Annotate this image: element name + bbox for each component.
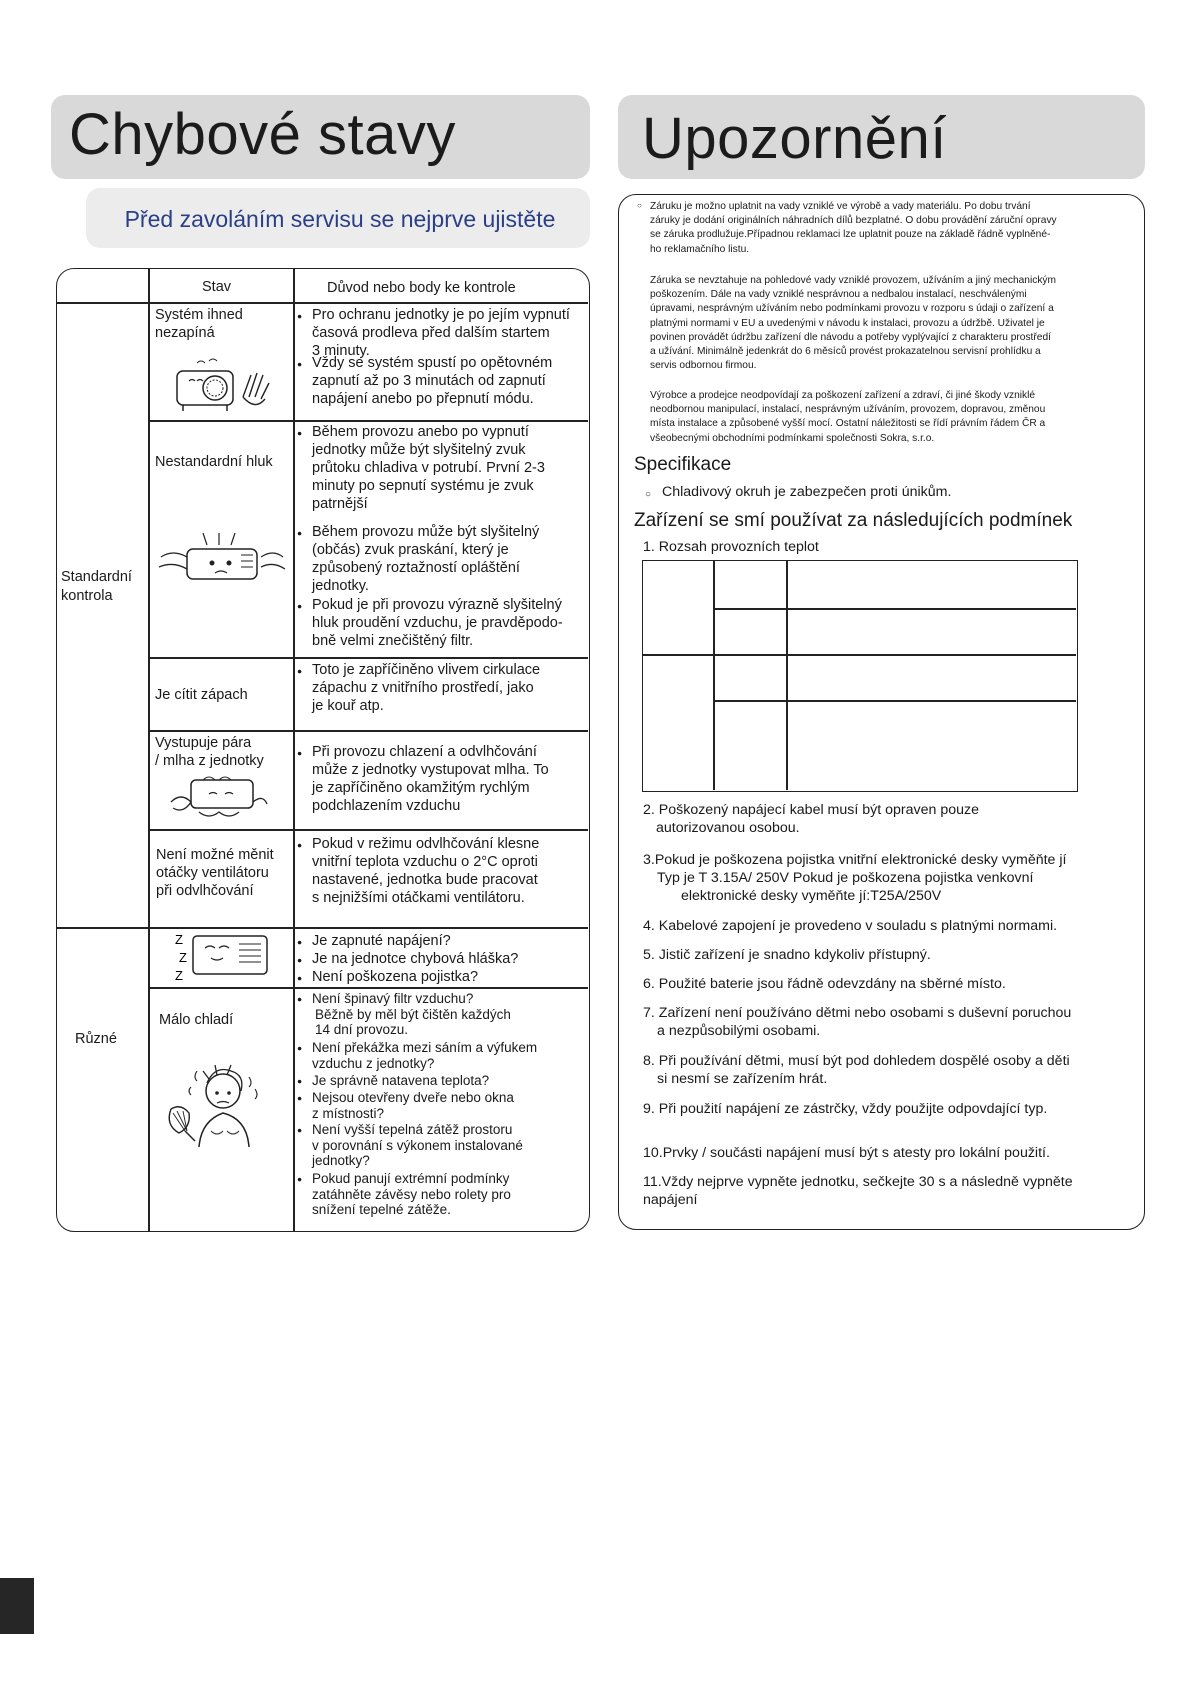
cause-list-item: ● Pokud je při provozu výrazně slyšitelný hluk proudění vzduchu, je pravděpodo- bně velmi znečištěný filtr. <box>297 596 589 650</box>
page-title-chybove-stavy: Chybové stavy <box>69 102 456 167</box>
condition-item-8: 8. Při používání dětmi, musí být pod dohledem dospělé osoby a děti si nesmí se zařízením hrát. <box>643 1053 1070 1087</box>
cause-list-item: ● Není špinavý filtr vzduchu? Běžně by měl být čištěn každých 14 dní provozu. <box>297 991 589 1038</box>
sleeping-unit-illustration <box>175 930 271 984</box>
cause-list-item: ● Je správně natavena teplota? <box>297 1073 589 1089</box>
group-label-standard: Standardní kontrola <box>61 569 132 604</box>
temperature-range-table <box>642 560 1078 792</box>
condition-item-10: 10.Prvky / součásti napájení musí být s atesty pro lokální použití. <box>643 1145 1050 1161</box>
cause-list-item: ● Během provozu anebo po vypnutí jednotky může být slyšitelný zvuk průtoku chladiva v potrubí. První 2-3 minuty po sepnutí systému je zvuk patrnější <box>297 423 589 513</box>
cause-list-item: ● Není překážka mezi sáním a výfukem vzduchu z jednotky? <box>297 1040 589 1071</box>
cause-list-item: ● Je na jednotce chybová hláška? <box>297 950 589 968</box>
condition-item-6: 6. Použité baterie jsou řádně odevzdány na sběrné místo. <box>643 976 1006 992</box>
svg-text:Z: Z <box>175 932 183 947</box>
state-system-nezapina: Systém ihned nezapíná <box>155 307 243 341</box>
cause-list-item: ● Není vyšší tepelná zátěž prostoru v porovnání s výkonem instalované jednotky? <box>297 1122 589 1169</box>
warranty-paragraph-1: Záruku je možno uplatnit na vady vzniklé ve výrobě a vady materiálu. Po dobu trvání záruky je dodání originálních náhradních dílů bezplatné. O dobu provádění záruční opravy se záruka prodlužuje.Případnou reklamaci lze uplatnit pouze na základě řádně vyplněné- ho reklamačního listu. <box>650 201 1057 255</box>
cause-list-item: ● Pro ochranu jednotky je po jejím vypnutí časová prodleva před dalším startem 3 minuty. <box>297 306 589 360</box>
warranty-bullet-icon: ○ <box>637 201 642 210</box>
page-edge-tab <box>0 1578 34 1634</box>
condition-item-4: 4. Kabelové zapojení je provedeno v souladu s platnými normami. <box>643 918 1058 934</box>
cause-list-item: ● Při provozu chlazení a odvlhčování může z jednotky vystupovat mlha. To je zapříčiněno okamžitým rychlým podchlazením vzduchu <box>297 743 589 815</box>
subtitle: Před zavoláním servisu se nejprve ujistěte <box>124 206 556 232</box>
svg-text:Z: Z <box>175 968 183 983</box>
condition-item-9: 9. Při použití napájení ze zástrčky, vždy použijte odpovdající typ. <box>643 1101 1048 1117</box>
cause-list-item: ● Během provozu může být slyšitelný (občás) zvuk praskání, který je způsobený roztažností opláštění jednotky. <box>297 523 589 595</box>
svg-text:Z: Z <box>179 950 187 965</box>
state-nemozne-menit-otacky: Není možné měnit otáčky ventilátoru při odvlhčování <box>156 847 274 899</box>
spec-bullet-icon: ○ <box>645 489 652 500</box>
condition-item-5: 5. Jistič zařízení je snadno kdykoliv přístupný. <box>643 947 931 963</box>
cause-list-item: ● Toto je zapříčiněno vlivem cirkulace zápachu z vnitřního prostředí, jako je kouř atp. <box>297 661 589 715</box>
page-title-upozorneni: Upozornění <box>642 106 947 171</box>
condition-item-3: 3.Pokud je poškozena pojistka vnitřní elektronické desky vyměňte jí Typ je T 3.15A/ 250V Pokud je poškozena pojistka venkovní elektronické desky vyměňte jí:T25A/250V <box>643 852 1067 904</box>
warranty-paragraph-3: Výrobce a prodejce neodpovídají za poškození zařízení a zdraví, či jiné škody vzniklé neodbornou manipulací, instalací, nesprávným užíváním, provozem, dopravou, změnou místa instalace a způsobené vyšší mocí. Ostatní náležitosti se řídí právním řádem ČR a všeobecnými obchodními podmínkami společnosti Sokra, s.r.o. <box>650 390 1046 444</box>
hot-person-fan-illustration <box>161 1053 271 1149</box>
group-label-ruzne: Různé <box>75 1031 117 1047</box>
col-header-stav: Stav <box>202 279 232 295</box>
warranty-paragraph-2: Záruka se nevztahuje na pohledové vady vzniklé provozem, užíváním a jiný mechanickým poškozením. Dále na vady vzniklé nesprávnou a nedbalou instalací, neschválenými úpravami, nesprávným užíváním nebo podmínkami provozu v rozporu s údaji o zařízení a platnými normami v EU a uvedenými v návodu k instalaci, provozu a údržbě. Uživatel je povinen provádět údržbu zařízení dle návodu a potřeby vyplývající z charakteru prostředí a užívání. Minimálně jedenkrát do 6 měsíců provést prokazatelnou servisní prohlídku a servis odbornou firmou. <box>650 275 1057 372</box>
conditions-heading: Zařízení se smí používat za následujících podmínek <box>634 510 1073 531</box>
col-header-duvod: Důvod nebo body ke kontrole <box>327 280 516 296</box>
troubleshooting-table <box>56 268 590 1232</box>
cause-list-item: ● Není poškozena pojistka? <box>297 968 589 986</box>
unit-stop-hand-illustration <box>169 357 279 413</box>
left-title-banner <box>51 95 590 179</box>
noisy-unit-illustration <box>157 531 287 593</box>
state-nestandardni-hluk: Nestandardní hluk <box>155 454 273 470</box>
condition-item-1: 1. Rozsah provozních teplot <box>643 539 819 555</box>
right-title-banner <box>618 95 1145 179</box>
mist-unit-illustration <box>169 772 269 824</box>
cause-list-item: ● Nejsou otevřeny dveře nebo okna z místnosti? <box>297 1090 589 1121</box>
cause-list-item: ● Vždy se systém spustí po opětovném zapnutí až po 3 minutách od zapnutí napájení anebo po přepnutí módu. <box>297 354 589 408</box>
spec-item: Chladivový okruh je zabezpečen proti únikům. <box>662 484 952 500</box>
spec-heading: Specifikace <box>634 454 732 475</box>
condition-item-2: 2. Poškozený napájecí kabel musí být opraven pouze autorizovanou osobou. <box>643 802 979 836</box>
subtitle-banner <box>86 188 590 248</box>
cause-list-item: ● Je zapnuté napájení? <box>297 932 589 950</box>
state-vystupuje-para: Vystupuje pára / mlha z jednotky <box>155 735 264 769</box>
condition-item-11: 11.Vždy nejprve vypněte jednotku, sečkejte 30 s a následně vypněte napájení <box>643 1174 1073 1208</box>
state-malo-chladi: Málo chladí <box>159 1012 234 1028</box>
state-je-citit-zapach: Je cítit zápach <box>155 687 248 703</box>
cause-list-item: ● Pokud v režimu odvlhčování klesne vnitřní teplota vzduchu o 2°C oproti nastavené, jednotka bude pracovat s nejnižšími otáčkami ventilátoru. <box>297 835 589 907</box>
condition-item-7: 7. Zařízení není používáno dětmi nebo osobami s duševní poruchou a nezpůsobilými osobami. <box>643 1005 1072 1039</box>
cause-list-item: ● Pokud panují extrémní podmínky zatáhněte závěsy nebo rolety pro snížení tepelné zátěže. <box>297 1171 589 1218</box>
